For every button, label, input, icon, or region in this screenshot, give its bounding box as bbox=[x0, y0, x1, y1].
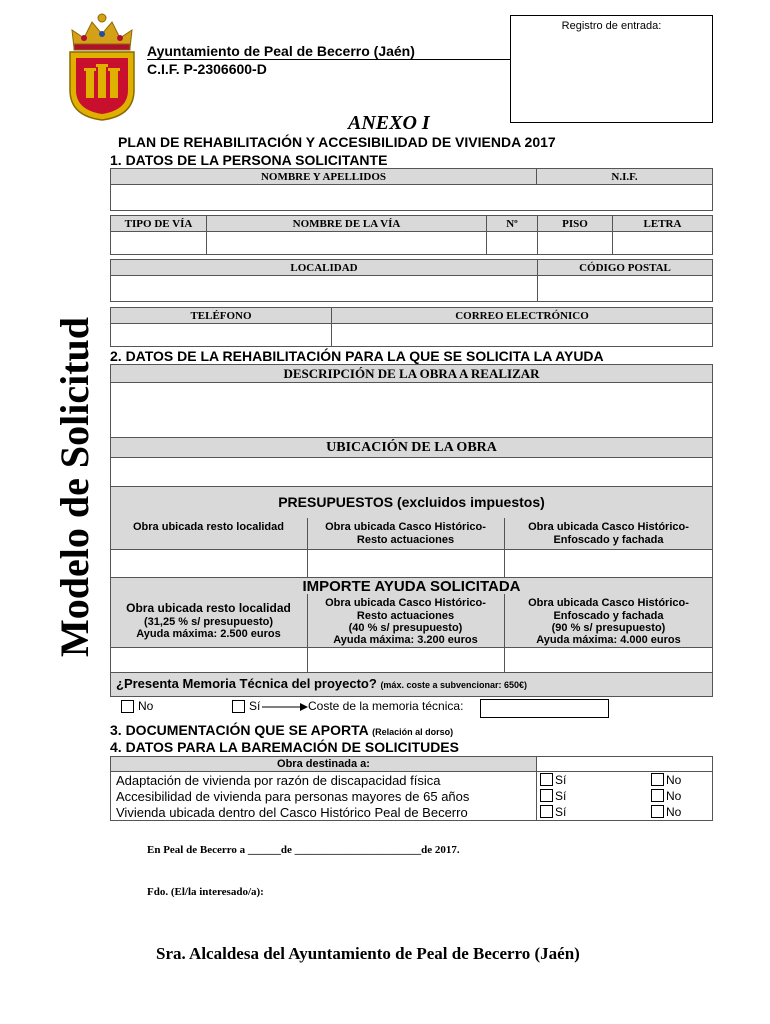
imp-col2-field[interactable] bbox=[307, 647, 505, 673]
header-numero: Nº bbox=[486, 215, 538, 232]
letra-field[interactable] bbox=[612, 231, 713, 255]
header-nombre: NOMBRE Y APELLIDOS bbox=[110, 168, 537, 185]
imp-col2-label-c: (40 % s/ presupuesto) bbox=[348, 622, 463, 634]
header-piso: PISO bbox=[537, 215, 613, 232]
imp-col3-label-d: Ayuda máxima: 4.000 euros bbox=[536, 634, 681, 646]
nombre-via-field[interactable] bbox=[206, 231, 487, 255]
codigo-postal-field[interactable] bbox=[537, 275, 713, 302]
baremacion-row-2-no-label: No bbox=[666, 789, 682, 803]
baremacion-row-2-si-checkbox[interactable] bbox=[540, 789, 553, 802]
baremacion-row-1-si-checkbox[interactable] bbox=[540, 773, 553, 786]
organization-cif: C.I.F. P-2306600-D bbox=[147, 61, 267, 77]
pres-col3-field[interactable] bbox=[504, 549, 713, 578]
memoria-coste-field[interactable] bbox=[480, 699, 609, 718]
section3-note: (Relación al dorso) bbox=[372, 727, 454, 737]
plan-title: PLAN DE REHABILITACIÓN Y ACCESIBILIDAD DE VIVIENDA 2017 bbox=[118, 134, 556, 150]
baremacion-row-1-no-checkbox[interactable] bbox=[651, 773, 664, 786]
memoria-coste-label: Coste de la memoria técnica: bbox=[308, 699, 464, 713]
header-correo: CORREO ELECTRÓNICO bbox=[331, 307, 713, 324]
pres-col1-label: Obra ubicada resto localidad bbox=[133, 521, 284, 533]
tipo-via-field[interactable] bbox=[110, 231, 207, 255]
descripcion-field[interactable] bbox=[110, 382, 713, 438]
header-nombre-via: NOMBRE DE LA VÍA bbox=[206, 215, 487, 232]
imp-col1-field[interactable] bbox=[110, 647, 308, 673]
imp-col1-label-c: Ayuda máxima: 2.500 euros bbox=[136, 628, 281, 640]
municipal-coat-of-arms bbox=[62, 10, 142, 122]
baremacion-header: Obra destinada a: bbox=[110, 756, 537, 772]
imp-col1-label-b: (31,25 % s/ presupuesto) bbox=[144, 616, 273, 628]
arrow-right-icon bbox=[262, 702, 308, 712]
baremacion-row-2-no-checkbox[interactable] bbox=[651, 789, 664, 802]
signature-line: Fdo. (El/la interesado/a): bbox=[147, 886, 264, 898]
header-telefono: TELÉFONO bbox=[110, 307, 332, 324]
header-descripcion: DESCRIPCIÓN DE LA OBRA A REALIZAR bbox=[110, 364, 713, 383]
memoria-si-checkbox[interactable] bbox=[232, 700, 245, 713]
baremacion-row-3-si-label: Sí bbox=[555, 805, 567, 819]
pres-col2-field[interactable] bbox=[307, 549, 505, 578]
baremacion-row-1-label: Adaptación de vivienda por razón de discapacidad física bbox=[116, 773, 441, 788]
imp-col2-label-a: Obra ubicada Casco Histórico- bbox=[325, 597, 486, 609]
header-underline bbox=[147, 59, 510, 60]
imp-col1-label-a: Obra ubicada resto localidad bbox=[126, 601, 291, 615]
baremacion-row-3-no-checkbox[interactable] bbox=[651, 805, 664, 818]
memoria-no-checkbox[interactable] bbox=[121, 700, 134, 713]
section4-title: 4. DATOS PARA LA BAREMACIÓN DE SOLICITUDES bbox=[110, 739, 459, 755]
imp-col3-label-b: Enfoscado y fachada bbox=[553, 610, 664, 622]
header-localidad: LOCALIDAD bbox=[110, 259, 538, 276]
header-letra: LETRA bbox=[612, 215, 713, 232]
organization-name: Ayuntamiento de Peal de Becerro (Jaén) bbox=[147, 43, 415, 59]
imp-col3-label-c: (90 % s/ presupuesto) bbox=[551, 622, 666, 634]
telefono-field[interactable] bbox=[110, 323, 332, 347]
place-date-line: En Peal de Becerro a ______de _______________________de 2017. bbox=[147, 844, 460, 856]
baremacion-row-2-label: Accesibilidad de vivienda para personas mayores de 65 años bbox=[116, 789, 470, 804]
baremacion-row-2-si-label: Sí bbox=[555, 789, 567, 803]
baremacion-row-1-si-label: Sí bbox=[555, 773, 567, 787]
side-title-text: Modelo de Solicitud bbox=[52, 316, 97, 658]
header-ubicacion: UBICACIÓN DE LA OBRA bbox=[110, 437, 713, 458]
localidad-field[interactable] bbox=[110, 275, 538, 302]
baremacion-divider bbox=[536, 771, 537, 821]
pres-col3-label-b: Enfoscado y fachada bbox=[553, 534, 664, 546]
addressee: Sra. Alcaldesa del Ayuntamiento de Peal de Becerro (Jaén) bbox=[156, 944, 580, 963]
memoria-note: (máx. coste a subvencionar: 650€) bbox=[380, 680, 527, 690]
imp-col2-label-b: Resto actuaciones bbox=[356, 610, 455, 622]
memoria-question-text: ¿Presenta Memoria Técnica del proyecto? bbox=[116, 676, 377, 691]
pres-col1-field[interactable] bbox=[110, 549, 308, 578]
baremacion-row-3-si-checkbox[interactable] bbox=[540, 805, 553, 818]
memoria-no-label: No bbox=[138, 699, 154, 713]
numero-field[interactable] bbox=[486, 231, 538, 255]
baremacion-row-3-label: Vivienda ubicada dentro del Casco Histórico Peal de Becerro bbox=[116, 805, 468, 820]
baremacion-row-1-no-label: No bbox=[666, 773, 682, 787]
baremacion-row-3-no-label: No bbox=[666, 805, 682, 819]
section2-title: 2. DATOS DE LA REHABILITACIÓN PARA LA QUE SE SOLICITA LA AYUDA bbox=[110, 348, 604, 364]
pres-col2-label-a: Obra ubicada Casco Histórico- bbox=[325, 521, 486, 533]
pres-col3-label-a: Obra ubicada Casco Histórico- bbox=[528, 521, 689, 533]
registry-label: Registro de entrada: bbox=[561, 20, 662, 32]
memoria-question bbox=[116, 676, 527, 691]
header-tipo-via: TIPO DE VÍA bbox=[110, 215, 207, 232]
memoria-si-label: Sí bbox=[249, 699, 261, 713]
imp-col3-label-a: Obra ubicada Casco Histórico- bbox=[528, 597, 689, 609]
nombre-field[interactable] bbox=[110, 184, 713, 211]
importe-title: IMPORTE AYUDA SOLICITADA bbox=[302, 578, 521, 595]
correo-field[interactable] bbox=[331, 323, 713, 347]
imp-col2-label-d: Ayuda máxima: 3.200 euros bbox=[333, 634, 478, 646]
section3-title-text: 3. DOCUMENTACIÓN QUE SE APORTA bbox=[110, 722, 369, 738]
baremacion-header-right bbox=[536, 756, 713, 772]
section1-title: 1. DATOS DE LA PERSONA SOLICITANTE bbox=[110, 152, 388, 168]
header-nif: N.I.F. bbox=[536, 168, 713, 185]
header-codigo-postal: CÓDIGO POSTAL bbox=[537, 259, 713, 276]
annex-title: ANEXO I bbox=[348, 112, 430, 134]
imp-col3-field[interactable] bbox=[504, 647, 713, 673]
piso-field[interactable] bbox=[537, 231, 613, 255]
section3-title bbox=[110, 722, 453, 738]
presupuestos-title: PRESUPUESTOS (excluidos impuestos) bbox=[278, 494, 545, 510]
ubicacion-field[interactable] bbox=[110, 457, 713, 487]
pres-col2-label-b: Resto actuaciones bbox=[356, 534, 455, 546]
